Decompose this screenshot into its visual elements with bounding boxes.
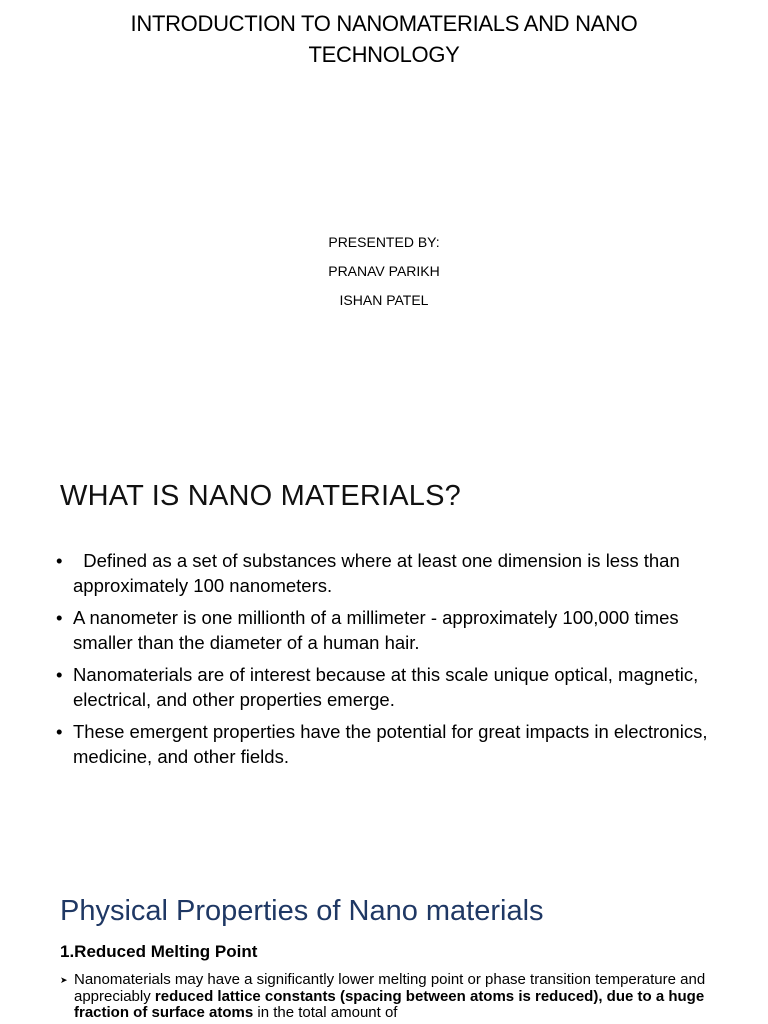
- bullet-icon: •: [56, 721, 63, 742]
- bullet-text: Defined as a set of substances where at least one dimension is less than approximately 100 nanometers.: [73, 550, 685, 596]
- slide-what-is-nano: [0, 432, 768, 864]
- paragraph-text-part: Nanomaterials may have a significantly lower melting point or phase transition temperature and appreciably: [74, 971, 706, 1005]
- bullet-text: These emergent properties have the potential for great impacts in electronics, medicine, and other fields.: [73, 721, 708, 767]
- presenter-name: PRANAV PARIKH: [328, 263, 440, 279]
- paragraph: [60, 972, 720, 1022]
- presenters-block: [0, 228, 768, 315]
- bullet-text: Nanomaterials are of interest because at this scale unique optical, magnetic, electrical, and other properties emerge.: [73, 664, 699, 710]
- presenter-name: ISHAN PATEL: [339, 292, 429, 308]
- bullet-list: [56, 549, 716, 777]
- list-item: [56, 606, 716, 655]
- paragraph-bold-text: reduced lattice constants (spacing between atoms is reduced), due to a huge fraction of surface atoms: [74, 987, 705, 1021]
- list-item: [56, 720, 716, 769]
- slide-heading: Physical Properties of Nano materials: [60, 895, 544, 927]
- slide-heading: WHAT IS NANO MATERIALS?: [60, 480, 461, 512]
- paragraph-text: [60, 972, 720, 1022]
- subheading: 1.Reduced Melting Point: [60, 942, 258, 961]
- bullet-icon: •: [56, 550, 63, 571]
- bullet-icon: •: [56, 607, 63, 628]
- presented-by-label: PRESENTED BY:: [328, 234, 440, 250]
- list-item: [56, 549, 716, 598]
- bullet-icon: •: [56, 664, 63, 685]
- paragraph-text-part: in the total amount of: [253, 1004, 398, 1021]
- list-item: [56, 663, 716, 712]
- page-title: INTRODUCTION TO NANOMATERIALS AND NANO TECHNOLOGY: [130, 11, 638, 67]
- bullet-text: A nanometer is one millionth of a millimeter - approximately 100,000 times smaller than the diameter of a human hair.: [73, 607, 679, 653]
- slide-title: [0, 0, 768, 432]
- slide-physical-properties: [0, 864, 768, 1024]
- arrow-bullet-icon: ➤: [60, 975, 68, 985]
